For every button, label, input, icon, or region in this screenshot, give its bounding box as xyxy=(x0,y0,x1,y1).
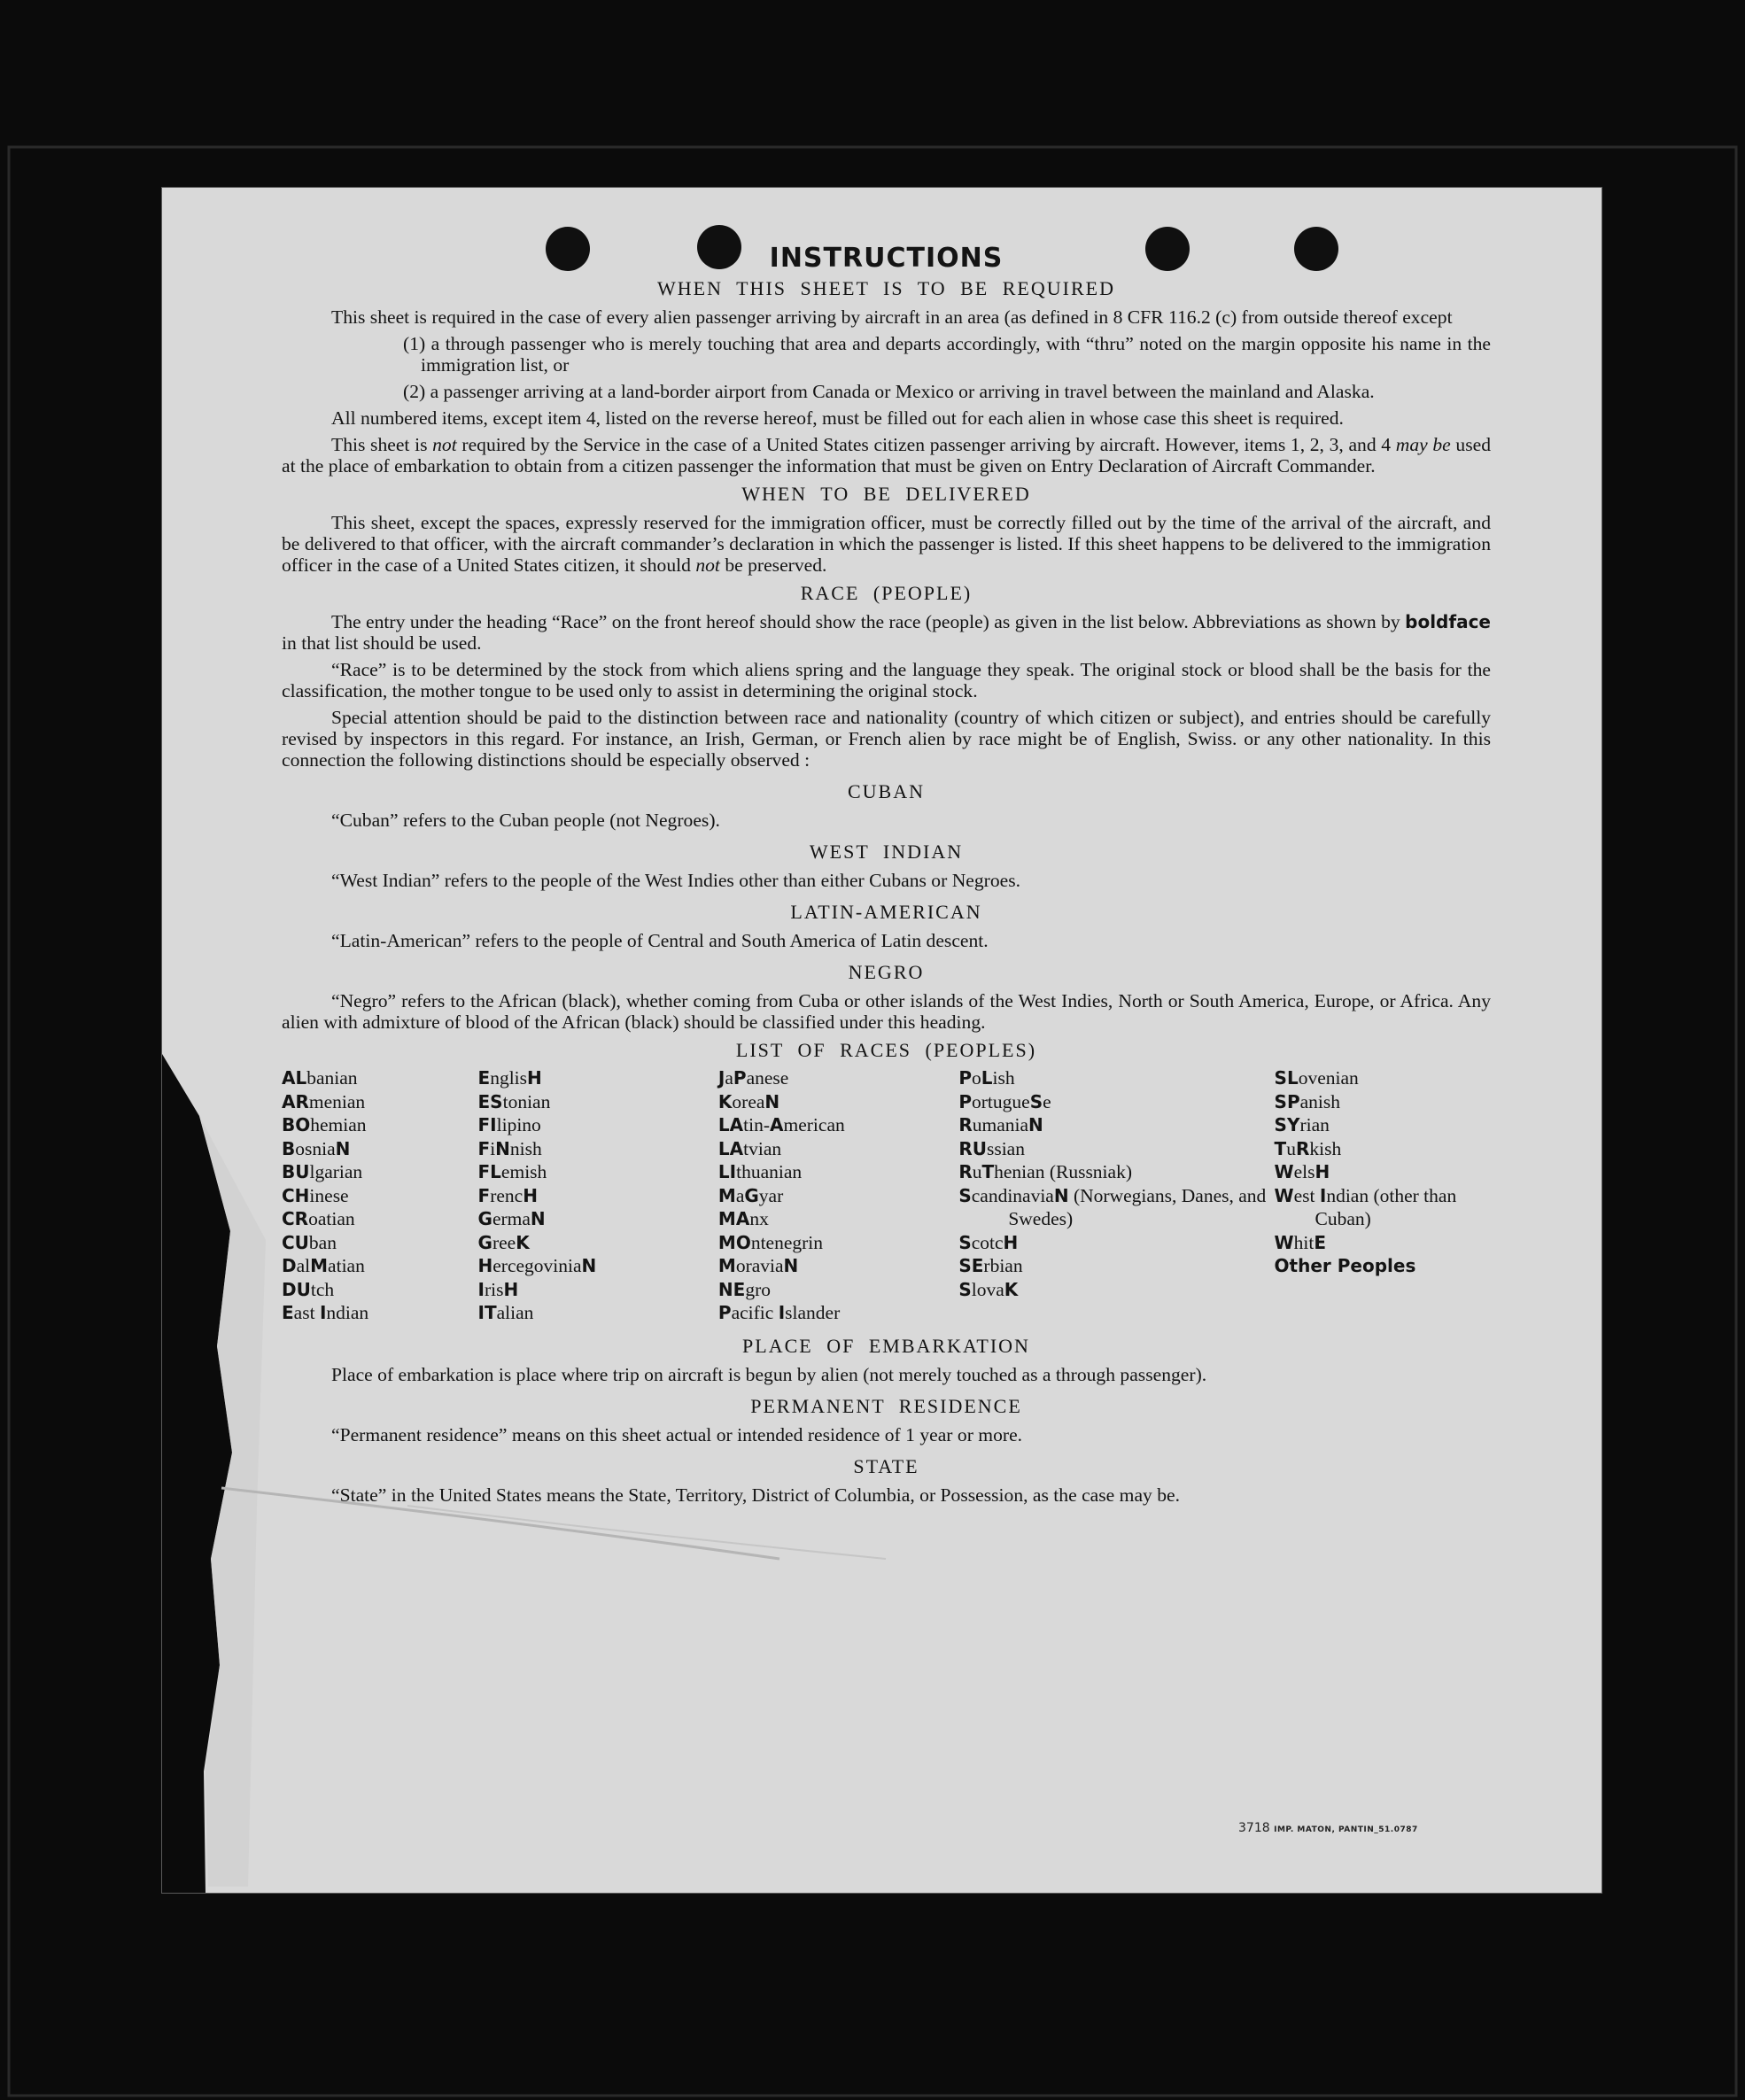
race-entry: WhitE xyxy=(1274,1231,1326,1253)
race-entry: ALbanian xyxy=(282,1067,358,1089)
state-definition: “State” in the United States means the State, Territory, District of Columbia, or Possession, as the case may be. xyxy=(331,1484,1181,1506)
heading-state: STATE xyxy=(853,1454,919,1477)
race-entry: BOhemian xyxy=(282,1114,367,1135)
race-entry: GreeK xyxy=(477,1231,530,1253)
race-entry: MoraviaN xyxy=(717,1255,799,1276)
heading-negro: NEGRO xyxy=(848,961,925,983)
race-entry: West Indian (other than Cuban) xyxy=(1274,1184,1457,1229)
races-column-4 xyxy=(958,1066,1274,1325)
race-entry: EStonian xyxy=(477,1090,551,1112)
race-entry: BosniaN xyxy=(282,1137,351,1159)
race-entry: IrisH xyxy=(477,1278,519,1300)
cuban-definition: “Cuban” refers to the Cuban people (not Negroes). xyxy=(331,810,720,831)
race-entry: SErbian xyxy=(958,1255,1023,1276)
race-entry: DalMatian xyxy=(282,1255,365,1276)
heading-west-indian: WEST INDIAN xyxy=(809,841,964,863)
race-entry: NEgro xyxy=(717,1278,771,1300)
race-entry: WelsH xyxy=(1274,1161,1330,1182)
heading-cuban: CUBAN xyxy=(847,780,925,802)
race-entry: PoLish xyxy=(958,1067,1015,1089)
races-column-1 xyxy=(282,1066,478,1325)
section-heading-delivered: WHEN TO BE DELIVERED xyxy=(741,483,1031,505)
latin-american-definition: “Latin-American” refers to the people of Central and South America of Latin descent. xyxy=(331,930,989,951)
section-heading-race: RACE (PEOPLE) xyxy=(800,582,973,604)
race-entry: MOntenegrin xyxy=(717,1231,824,1253)
delivered-text: This sheet, except the spaces, expressly reserved for the immigration officer, must be correctly filled out by the time of the arrival of the aircraft, and be delivered to that officer, with the aircraft commander’s declaration in which the passenger is listed. If this sheet happens to be delivered to the immigration officer in the case of a United States citizen, it should not be preserved. xyxy=(282,512,1491,576)
race-entry: SlovaK xyxy=(958,1278,1019,1300)
race-entry: JaPanese xyxy=(717,1067,789,1089)
embarkation-definition: Place of embarkation is place where trip on aircraft is begun by alien (not merely touched as a through passenger). xyxy=(331,1363,1207,1385)
race-entry: MAnx xyxy=(717,1208,769,1229)
race-entry: FiNnish xyxy=(477,1137,542,1159)
race-entry: ScandinaviaN (Norwegians, Danes, and Swedes) xyxy=(958,1184,1267,1229)
exception-item-2: (2) a passenger arriving at a land-border airport from Canada or Mexico or arriving in travel between the mainland and Alaska. xyxy=(403,381,1375,402)
race-nationality-text: Special attention should be paid to the distinction between race and nationality (country of which citizen or subject), and entries should be carefully revised by inspectors in this regard. For instance, an Irish, German, or French alien by race might be of English, Swiss. or any other nationality. In this connection the following distinctions should be especially observed : xyxy=(282,707,1491,771)
race-entry: FIlipino xyxy=(477,1114,541,1135)
race-entry: ARmenian xyxy=(282,1090,366,1112)
race-entry: East Indian xyxy=(282,1302,369,1323)
race-entry: CHinese xyxy=(282,1184,349,1206)
race-entry: LAtin-American xyxy=(717,1114,845,1135)
heading-latin-american: LATIN-AMERICAN xyxy=(790,901,982,923)
citizen-passenger-text: This sheet is not required by the Service in the case of a United States citizen passenger arriving by aircraft. However, items 1, 2, 3, and 4 may be used at the place of embarkation to obtain from a citizen passenger the information that must be given on Entry Declaration of Aircraft Commander. xyxy=(282,434,1491,477)
race-entry: Pacific Islander xyxy=(717,1302,841,1323)
race-entry: CUban xyxy=(282,1231,337,1253)
race-entry-other-peoples: Other Peoples xyxy=(1274,1255,1416,1276)
west-indian-definition: “West Indian” refers to the people of the West Indies other than either Cubans or Negroes. xyxy=(331,870,1021,891)
section-heading-required: WHEN THIS SHEET IS TO BE REQUIRED xyxy=(657,277,1115,299)
races-column-5 xyxy=(1275,1066,1491,1325)
race-entry: RumaniaN xyxy=(958,1114,1043,1135)
race-entry: FLemish xyxy=(477,1161,547,1182)
race-entry: KoreaN xyxy=(717,1090,780,1112)
race-entry: EnglisH xyxy=(477,1067,542,1089)
race-entry-text: The entry under the heading “Race” on the front hereof should show the race (people) as given in the list below. Abbreviations as shown by boldface in that list should be used. xyxy=(282,611,1491,654)
race-entry: PortugueSe xyxy=(958,1090,1051,1112)
heading-list-of-races: LIST OF RACES (PEOPLES) xyxy=(735,1039,1037,1061)
race-entry: TuRkish xyxy=(1274,1137,1342,1159)
page-title: INSTRUCTIONS xyxy=(769,243,1004,274)
race-entry: RuThenian (Russniak) xyxy=(958,1161,1132,1182)
race-entry: SLovenian xyxy=(1274,1067,1359,1089)
form-number: 3718 xyxy=(1238,1821,1270,1835)
form-printer-footer xyxy=(1238,1821,1418,1835)
race-entry: BUlgarian xyxy=(282,1161,363,1182)
race-entry: MaGyar xyxy=(717,1184,784,1206)
race-entry: GermaN xyxy=(477,1208,546,1229)
race-entry: HercegoviniaN xyxy=(477,1255,597,1276)
races-column-3 xyxy=(718,1066,958,1325)
negro-definition: “Negro” refers to the African (black), whether coming from Cuba or other islands of the West Indies, North or South America, Europe, or Africa. Any alien with admixture of blood of the African (black) should be classified under this heading. xyxy=(282,990,1491,1033)
exception-item-1: (1) a through passenger who is merely touching that area and departs accordingly, with “thru” noted on the margin opposite his name in the immigration list, or xyxy=(403,333,1491,376)
race-entry: DUtch xyxy=(282,1278,335,1300)
race-entry: SYrian xyxy=(1274,1114,1330,1135)
required-intro: This sheet is required in the case of every alien passenger arriving by aircraft in an area (as defined in 8 CFR 116.2 (c) from outside thereof except xyxy=(331,306,1453,328)
race-determination-text: “Race” is to be determined by the stock from which aliens spring and the language they speak. The original stock or blood shall be the basis for the classification, the mother tongue to be used only to assist in determining the original stock. xyxy=(282,659,1491,701)
race-entry: SPanish xyxy=(1274,1090,1340,1112)
races-list xyxy=(282,1066,1491,1325)
printer-imprint: IMP. MATON, PANTIN_51.0787 xyxy=(1274,1825,1418,1834)
numbered-items-text: All numbered items, except item 4, listed on the reverse hereof, must be filled out for each alien in whose case this sheet is required. xyxy=(331,407,1344,429)
instructions-content xyxy=(282,241,1491,1506)
residence-definition: “Permanent residence” means on this sheet actual or intended residence of 1 year or more. xyxy=(331,1423,1023,1445)
heading-embarkation: PLACE OF EMBARKATION xyxy=(742,1334,1030,1357)
heading-permanent-residence: PERMANENT RESIDENCE xyxy=(750,1394,1022,1417)
race-entry: ITalian xyxy=(477,1302,534,1323)
race-entry: RUssian xyxy=(958,1137,1025,1159)
race-entry: CRoatian xyxy=(282,1208,355,1229)
race-entry: FrencH xyxy=(477,1184,538,1206)
race-entry: ScotcH xyxy=(958,1231,1019,1253)
races-column-2 xyxy=(478,1066,718,1325)
race-entry: LAtvian xyxy=(717,1137,782,1159)
race-entry: LIthuanian xyxy=(717,1161,803,1182)
